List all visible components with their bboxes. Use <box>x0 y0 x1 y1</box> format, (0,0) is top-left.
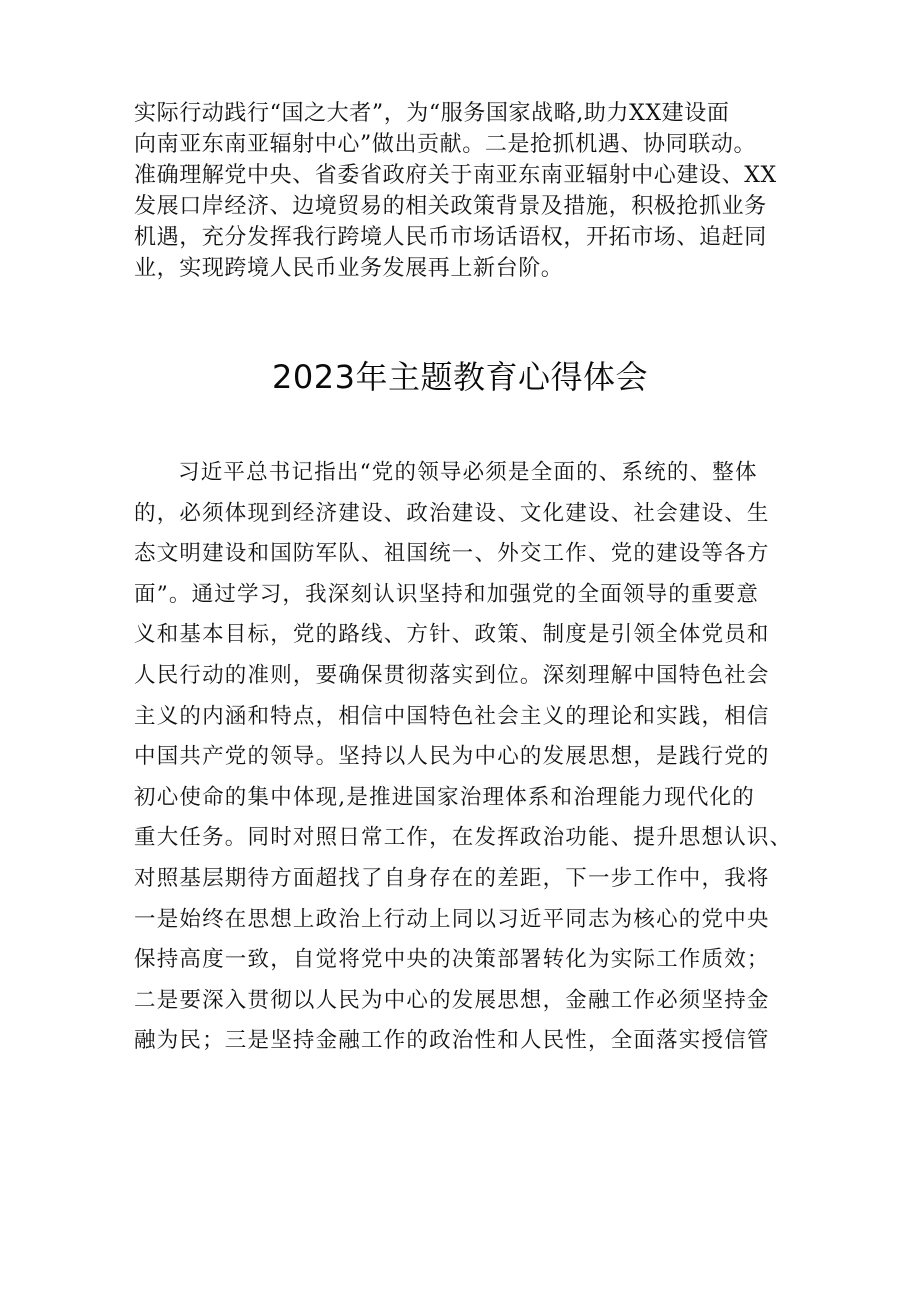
paragraph-line: 准确理解党中央、省委省政府关于南亚东南亚辐射中心建设、XX <box>134 163 777 188</box>
paragraph-line: 中国共产党的领导。坚持以人民为中心的发展思想，是践行党的 <box>134 744 770 770</box>
paragraph-line: 融为民；三是坚持金融工作的政治性和人民性，全面落实授信管 <box>134 1028 770 1054</box>
paragraph-line: 向南亚东南亚辐射中心”做出贡献。二是抢抓机遇、协同联动。 <box>134 132 757 157</box>
paragraph-line: 态文明建设和国防军队、祖国统一、外交工作、党的建设等各方 <box>134 541 770 567</box>
paragraph-line: 实际行动践行“国之大者”，为“服务国家战略,助力XX建设面 <box>134 101 730 126</box>
paragraph-line: 初心使命的集中体现,是推进国家治理体系和治理能力现代化的 <box>134 784 755 810</box>
paragraph-line: 一是始终在思想上政治上行动上同以习近平同志为核心的党中央 <box>134 906 770 932</box>
article-title: 2023年主题教育心得体会 <box>272 358 648 396</box>
paragraph-line: 的，必须体现到经济建设、政治建设、文化建设、社会建设、生 <box>134 500 770 526</box>
paragraph-line: 人民行动的准则，要确保贯彻落实到位。深刻理解中国特色社会 <box>134 662 770 688</box>
paragraph-line: 义和基本目标，党的路线、方针、政策、制度是引领全体党员和 <box>134 622 770 648</box>
paragraph-line: 二是要深入贯彻以人民为中心的发展思想，金融工作必须坚持金 <box>134 987 770 1013</box>
paragraph-line: 保持高度一致，自觉将党中央的决策部署转化为实际工作质效； <box>134 947 770 973</box>
paragraph-line: 对照基层期待方面超找了自身存在的差距，下一步工作中，我将 <box>134 865 770 891</box>
paragraph-line: 重大任务。同时对照日常工作，在发挥政治功能、提升思想认识、 <box>134 825 793 851</box>
previous-section-paragraph <box>134 98 804 284</box>
paragraph-line: 面”。通过学习，我深刻认识坚持和加强党的全面领导的重要意 <box>134 581 760 607</box>
paragraph-line: 习近平总书记指出“党的领导必须是全面的、系统的、整体 <box>178 460 758 485</box>
paragraph-line: 机遇，充分发挥我行跨境人民币市场话语权，开拓市场、追赶同 <box>134 225 767 250</box>
article-body-paragraph <box>134 453 824 1062</box>
paragraph-line: 业，实现跨境人民币业务发展再上新台阶。 <box>134 256 564 281</box>
paragraph-line: 主义的内涵和特点，相信中国特色社会主义的理论和实践，相信 <box>134 703 770 729</box>
paragraph-line: 发展口岸经济、边境贸易的相关政策背景及措施，积极抢抓业务 <box>134 194 767 219</box>
